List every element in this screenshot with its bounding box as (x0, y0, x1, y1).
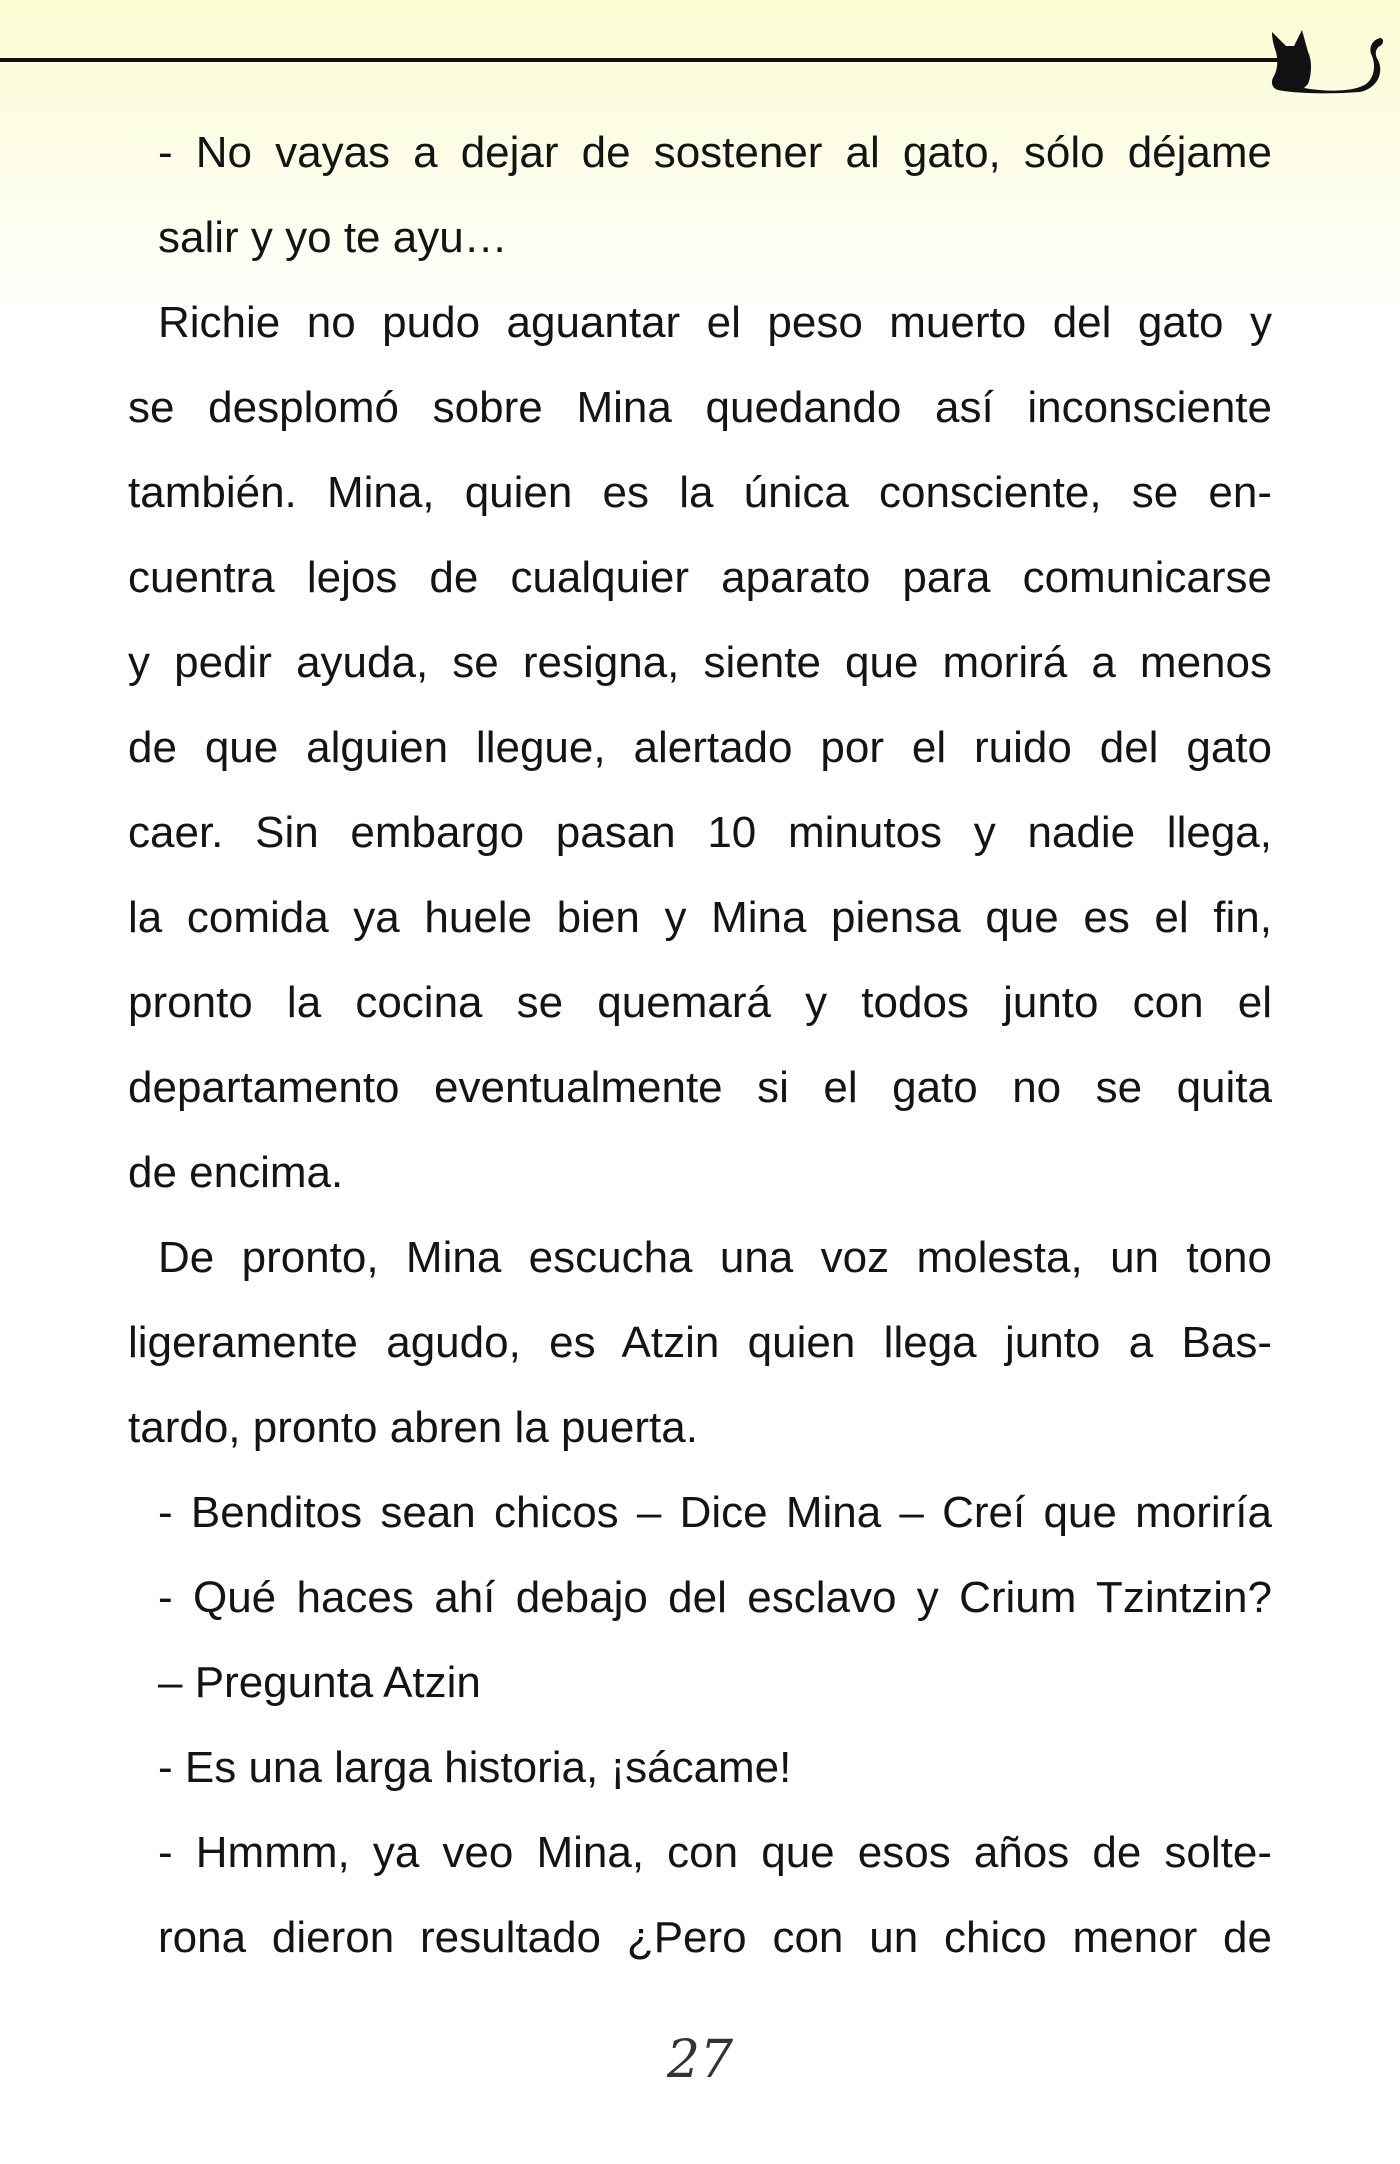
text-line: – Pregunta Atzin (158, 1658, 481, 1707)
text-line: de que alguien llegue, alertado por el ruido del gato (128, 723, 1272, 772)
cat-icon (1268, 22, 1384, 94)
text-line: caer. Sin embargo pasan 10 minutos y nadie llega, (128, 808, 1272, 857)
text-line: - No vayas a dejar de sostener al gato, sólo déjame (158, 128, 1272, 177)
text-line: - Benditos sean chicos – Dice Mina – Creí que moriría (158, 1488, 1272, 1537)
text-line: y pedir ayuda, se resigna, siente que morirá a menos (128, 638, 1272, 687)
text-line: la comida ya huele bien y Mina piensa que es el fin, (128, 893, 1272, 942)
text-line: - Es una larga historia, ¡sácame! (158, 1743, 792, 1792)
header-rule (0, 58, 1280, 62)
text-line: salir y yo te ayu… (158, 213, 508, 262)
body-text (128, 110, 1272, 1980)
text-line: Richie no pudo aguantar el peso muerto del gato y (158, 298, 1272, 347)
text-line: De pronto, Mina escucha una voz molesta, un tono (158, 1233, 1272, 1282)
text-line: cuentra lejos de cualquier aparato para comunicarse (128, 553, 1272, 602)
text-line: también. Mina, quien es la única consciente, se en- (128, 468, 1272, 517)
text-line: tardo, pronto abren la puerta. (128, 1403, 698, 1452)
text-line: - Hmmm, ya veo Mina, con que esos años de solte- (158, 1828, 1272, 1877)
text-line: departamento eventualmente si el gato no se quita (128, 1063, 1272, 1112)
text-line: de encima. (128, 1148, 344, 1197)
text-line: ligeramente agudo, es Atzin quien llega junto a Bas- (128, 1318, 1272, 1367)
text-line: se desplomó sobre Mina quedando así inconsciente (128, 383, 1272, 432)
text-line: rona dieron resultado ¿Pero con un chico menor de (158, 1913, 1272, 1962)
text-line: pronto la cocina se quemará y todos junto con el (128, 978, 1272, 1027)
page-number: 27 (666, 2030, 734, 2090)
text-line: - Qué haces ahí debajo del esclavo y Crium Tzintzin? (158, 1573, 1272, 1622)
